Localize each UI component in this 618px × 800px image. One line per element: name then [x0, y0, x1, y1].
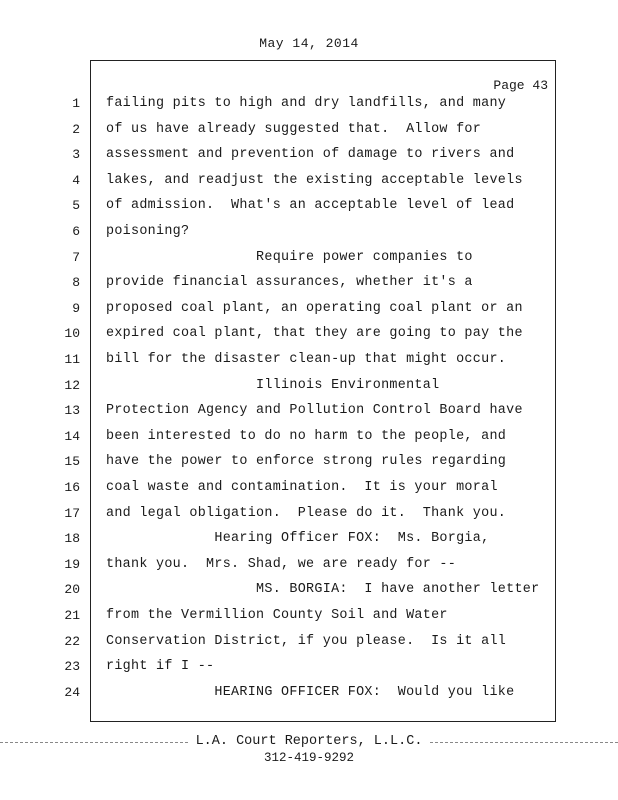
line-text: expired coal plant, that they are going to pay the: [106, 326, 523, 342]
transcript-line: [0, 425, 618, 451]
transcript-line: [0, 118, 618, 144]
transcript-line: [0, 169, 618, 195]
line-number: 12: [64, 377, 80, 393]
transcript-line: [0, 297, 618, 323]
transcript-line: [0, 630, 618, 656]
line-text: from the Vermillion County Soil and Water: [106, 608, 448, 623]
line-text: proposed coal plant, an operating coal plant or an: [106, 300, 523, 316]
line-text: Conservation District, if you please. Is it all: [106, 633, 507, 649]
line-text: coal waste and contamination. It is your moral: [106, 480, 498, 495]
transcript-line: [0, 92, 618, 118]
transcript-line: [0, 399, 618, 425]
line-number: 20: [64, 582, 80, 598]
line-number: 17: [64, 505, 80, 521]
line-number: 2: [72, 121, 80, 137]
transcript-line: [0, 527, 618, 553]
line-text: have the power to enforce strong rules regarding: [106, 454, 507, 470]
transcript-line: [0, 655, 618, 681]
line-number: 8: [72, 275, 80, 291]
transcript-line: [0, 348, 618, 374]
line-number: 3: [72, 147, 80, 163]
line-number: 1: [72, 96, 80, 111]
line-text: HEARING OFFICER FOX: Would you like: [106, 684, 515, 700]
line-number: 15: [64, 454, 80, 470]
line-number: 14: [64, 428, 80, 444]
footer-phone: 312-419-9292: [263, 751, 354, 765]
line-number: 18: [64, 531, 80, 547]
line-text: bill for the disaster clean-up that might occur.: [106, 352, 507, 367]
transcript-line: [0, 450, 618, 476]
transcript-line: [0, 246, 618, 272]
transcript-line: [0, 681, 618, 707]
transcript-line: [0, 553, 618, 579]
line-text: Hearing Officer FOX: Ms. Borgia,: [106, 531, 490, 547]
transcript-line: [0, 194, 618, 220]
line-text: right if I --: [106, 659, 215, 675]
line-number: 23: [64, 659, 80, 675]
transcript-line: [0, 322, 618, 348]
footer-company-name: L.A. Court Reporters, L.L.C.: [190, 734, 429, 749]
transcript-line: [0, 476, 618, 502]
line-number: 7: [72, 249, 80, 265]
transcript-line: [0, 220, 618, 246]
line-number: 10: [64, 326, 80, 342]
line-text: been interested to do no harm to the people, and: [106, 428, 507, 444]
transcript-line: [0, 143, 618, 169]
line-number: 6: [72, 224, 80, 239]
transcript-line: [0, 604, 618, 630]
line-text: failing pits to high and dry landfills, and many: [106, 96, 507, 111]
line-text: MS. BORGIA: I have another letter: [106, 582, 540, 598]
line-text: of admission. What's an acceptable level of lead: [106, 198, 515, 214]
transcript-line: [0, 578, 618, 604]
line-text: assessment and prevention of damage to rivers and: [106, 147, 515, 163]
transcript-line: [0, 271, 618, 297]
line-number: 21: [64, 608, 80, 623]
line-number: 24: [64, 684, 80, 700]
line-text: lakes, and readjust the existing acceptable levels: [106, 172, 523, 188]
transcript-line: [0, 374, 618, 400]
line-number: 22: [64, 633, 80, 649]
line-text: Require power companies to: [106, 249, 473, 265]
page-number: Page 43: [493, 78, 548, 93]
line-text: thank you. Mrs. Shad, we are ready for --: [106, 556, 457, 572]
line-number: 4: [72, 172, 80, 188]
transcript-line: [0, 502, 618, 528]
line-number: 9: [72, 300, 80, 316]
line-text: provide financial assurances, whether it's a: [106, 275, 473, 291]
line-text: poisoning?: [106, 224, 190, 239]
line-text: Illinois Environmental: [106, 377, 440, 393]
line-number: 13: [64, 403, 80, 419]
line-number: 11: [64, 352, 80, 367]
line-number: 19: [64, 556, 80, 572]
line-text: Protection Agency and Pollution Control Board have: [106, 403, 523, 419]
footer-company: [0, 734, 618, 749]
header-date: May 14, 2014: [259, 36, 359, 51]
line-number: 5: [72, 198, 80, 214]
line-number: 16: [64, 480, 80, 495]
line-text: and legal obligation. Please do it. Thank you.: [106, 505, 507, 521]
line-text: of us have already suggested that. Allow for: [106, 121, 482, 137]
